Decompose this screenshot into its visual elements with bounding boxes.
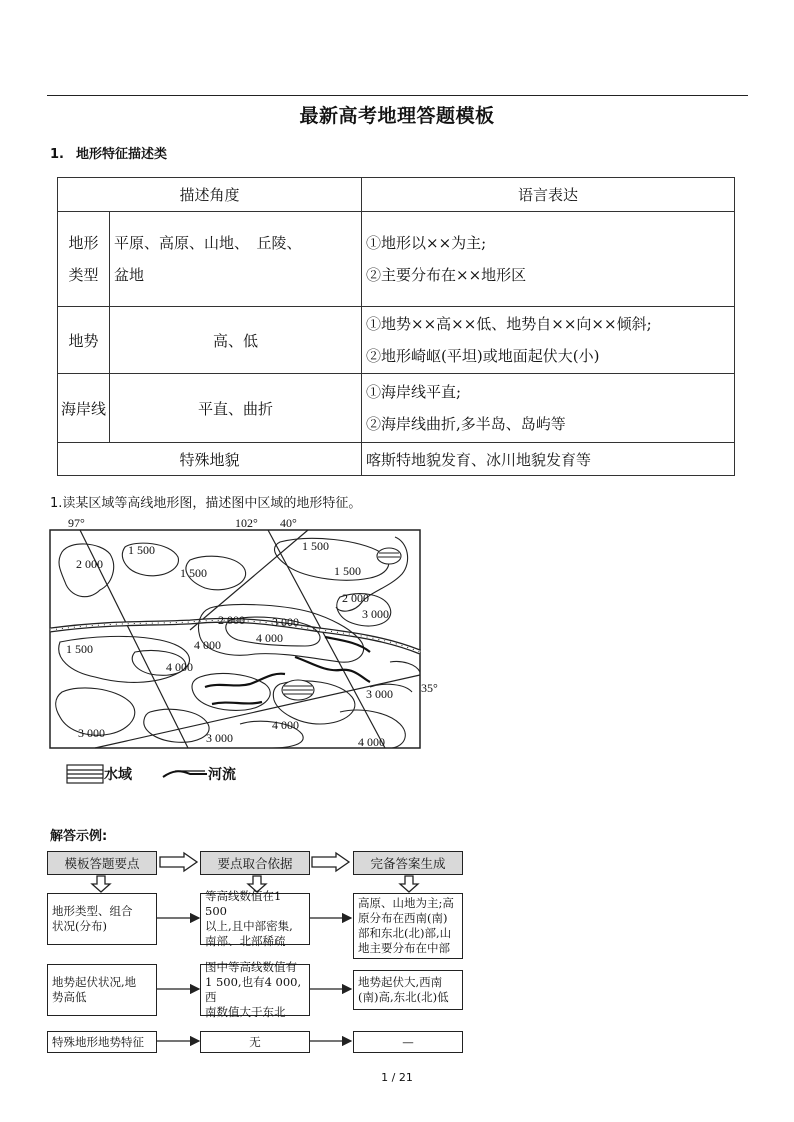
flow-box-line: 图中等高线数值有 [205,960,297,974]
expression-line: ②海岸线曲折,多半岛、岛屿等 [366,415,566,433]
document-title: 最新高考地理答题模板 [299,105,495,127]
contour-label: 4 000 [272,718,299,732]
flow-box-line: 高原、山地为主;高 [358,896,454,910]
contour-label: 1 500 [302,539,329,553]
contour-label: 1 500 [180,566,207,580]
flow-box-line: 1 500,也有4 000,西 [205,975,302,1004]
hollow-arrow-right [312,853,349,871]
legend-river-label: 河流 [208,767,236,783]
contour-label: 2 000 [218,613,245,627]
contour-label: 3 000 [206,731,233,745]
contour-label: 4 000 [194,638,221,652]
flow-box-line: 地势起伏状况,地 [52,975,137,989]
flow-box-answer [353,1031,463,1053]
angle-cell: 高、低 [110,307,362,374]
contour-label: 3 000 [78,726,105,740]
angle-line: 平原、高原、山地、 丘陵、 [114,234,302,252]
contour-label: 4 000 [358,735,385,749]
row-label-cell: 特殊地貌 [58,443,362,476]
flow-box-line: 地主要分布在中部 [358,941,450,955]
flow-header-key-points [47,851,157,875]
flow-box-line: 以上,且中部密集, [205,919,293,933]
section-number: 1. [50,147,64,162]
flow-header-label: 模板答题要点 [64,855,140,871]
flow-box-line: 南部、北部稀疏 [205,934,286,948]
hollow-arrow-right [160,853,197,871]
flow-box-line: 特殊地形地势特征 [52,1034,144,1049]
flow-header-answer [353,851,463,875]
contour-label: 3 000 [272,615,299,629]
contour-label: 1 500 [334,564,361,578]
row-label-line: 类型 [68,266,99,284]
contour-label: 3 000 [366,687,393,701]
flow-box-key-point [47,1031,157,1053]
expression-line: ②主要分布在××地形区 [366,266,527,284]
flow-box-line: — [402,1034,414,1049]
header-cell-angle: 描述角度 [58,178,362,212]
flow-box-answer [353,893,463,959]
contour-label: 2 000 [342,591,369,605]
angle-cell: 平直、曲折 [110,374,362,443]
hollow-arrow-down [400,876,418,892]
contour-label: 1 500 [66,642,93,656]
expression-line: ①海岸线平直; [366,383,462,401]
expression-line: ①地势××高××低、地势自××向××倾斜; [366,315,652,333]
flow-header-label: 要点取合依据 [217,855,293,871]
flow-box-line: 等高线数值在1 500 [205,889,282,918]
flow-box-key-point [47,964,157,1016]
contour-label: 2 000 [76,557,103,571]
contour-label: 4 000 [256,631,283,645]
lat-label-35: 35° [421,681,438,695]
row-label-line: 地形 [68,234,99,252]
flow-box-line: 原分布在西南(南) [358,911,448,925]
flow-box-line: 地形类型、组合 [52,904,133,918]
row-label-cell: 地势 [58,307,110,374]
flow-box-line: 部和东北(北)部,山 [358,926,452,940]
answer-heading: 解答示例: [50,829,108,844]
header-cell-expression: 语言表达 [362,178,735,212]
row-label-cell: 海岸线 [58,374,110,443]
section-title: 地形特征描述类 [76,147,168,162]
flow-box-basis [200,960,310,1019]
lon-label-97: 97° [68,516,85,530]
lat-label-40: 40° [280,516,297,530]
flow-box-line: 地势起伏大,西南 [358,975,443,989]
flow-box-basis [200,1031,310,1053]
flow-header-label: 完备答案生成 [370,855,446,871]
flow-box-line: 势高低 [52,990,87,1004]
flow-box-answer [353,970,463,1010]
hollow-arrow-down [92,876,110,892]
flow-box-line: 状况(分布) [52,919,107,933]
contour-label: 1 500 [128,543,155,557]
flow-box-line: (南)高,东北(北)低 [358,990,449,1004]
expression-cell: 喀斯特地貌发育、冰川地貌发育等 [362,443,735,476]
flow-box-line: 南数值大于东北 [205,1005,286,1019]
flow-header-basis [200,851,310,875]
flow-box-basis [200,889,310,948]
contour-label: 3 000 [362,607,389,621]
expression-line: ①地形以××为主; [366,234,487,252]
contour-label: 4 000 [166,660,193,674]
flow-box-line: 无 [249,1034,261,1049]
flow-box-key-point [47,893,157,945]
expression-line: ②地形崎岖(平坦)或地面起伏大(小) [366,347,600,365]
angle-line: 盆地 [114,266,145,284]
legend-water-label: 水域 [104,767,132,783]
page-number: 1 / 21 [381,1071,413,1084]
question-text: 1.读某区域等高线地形图，描述图中区域的地形特征。 [50,496,362,511]
lon-label-102: 102° [235,516,258,530]
